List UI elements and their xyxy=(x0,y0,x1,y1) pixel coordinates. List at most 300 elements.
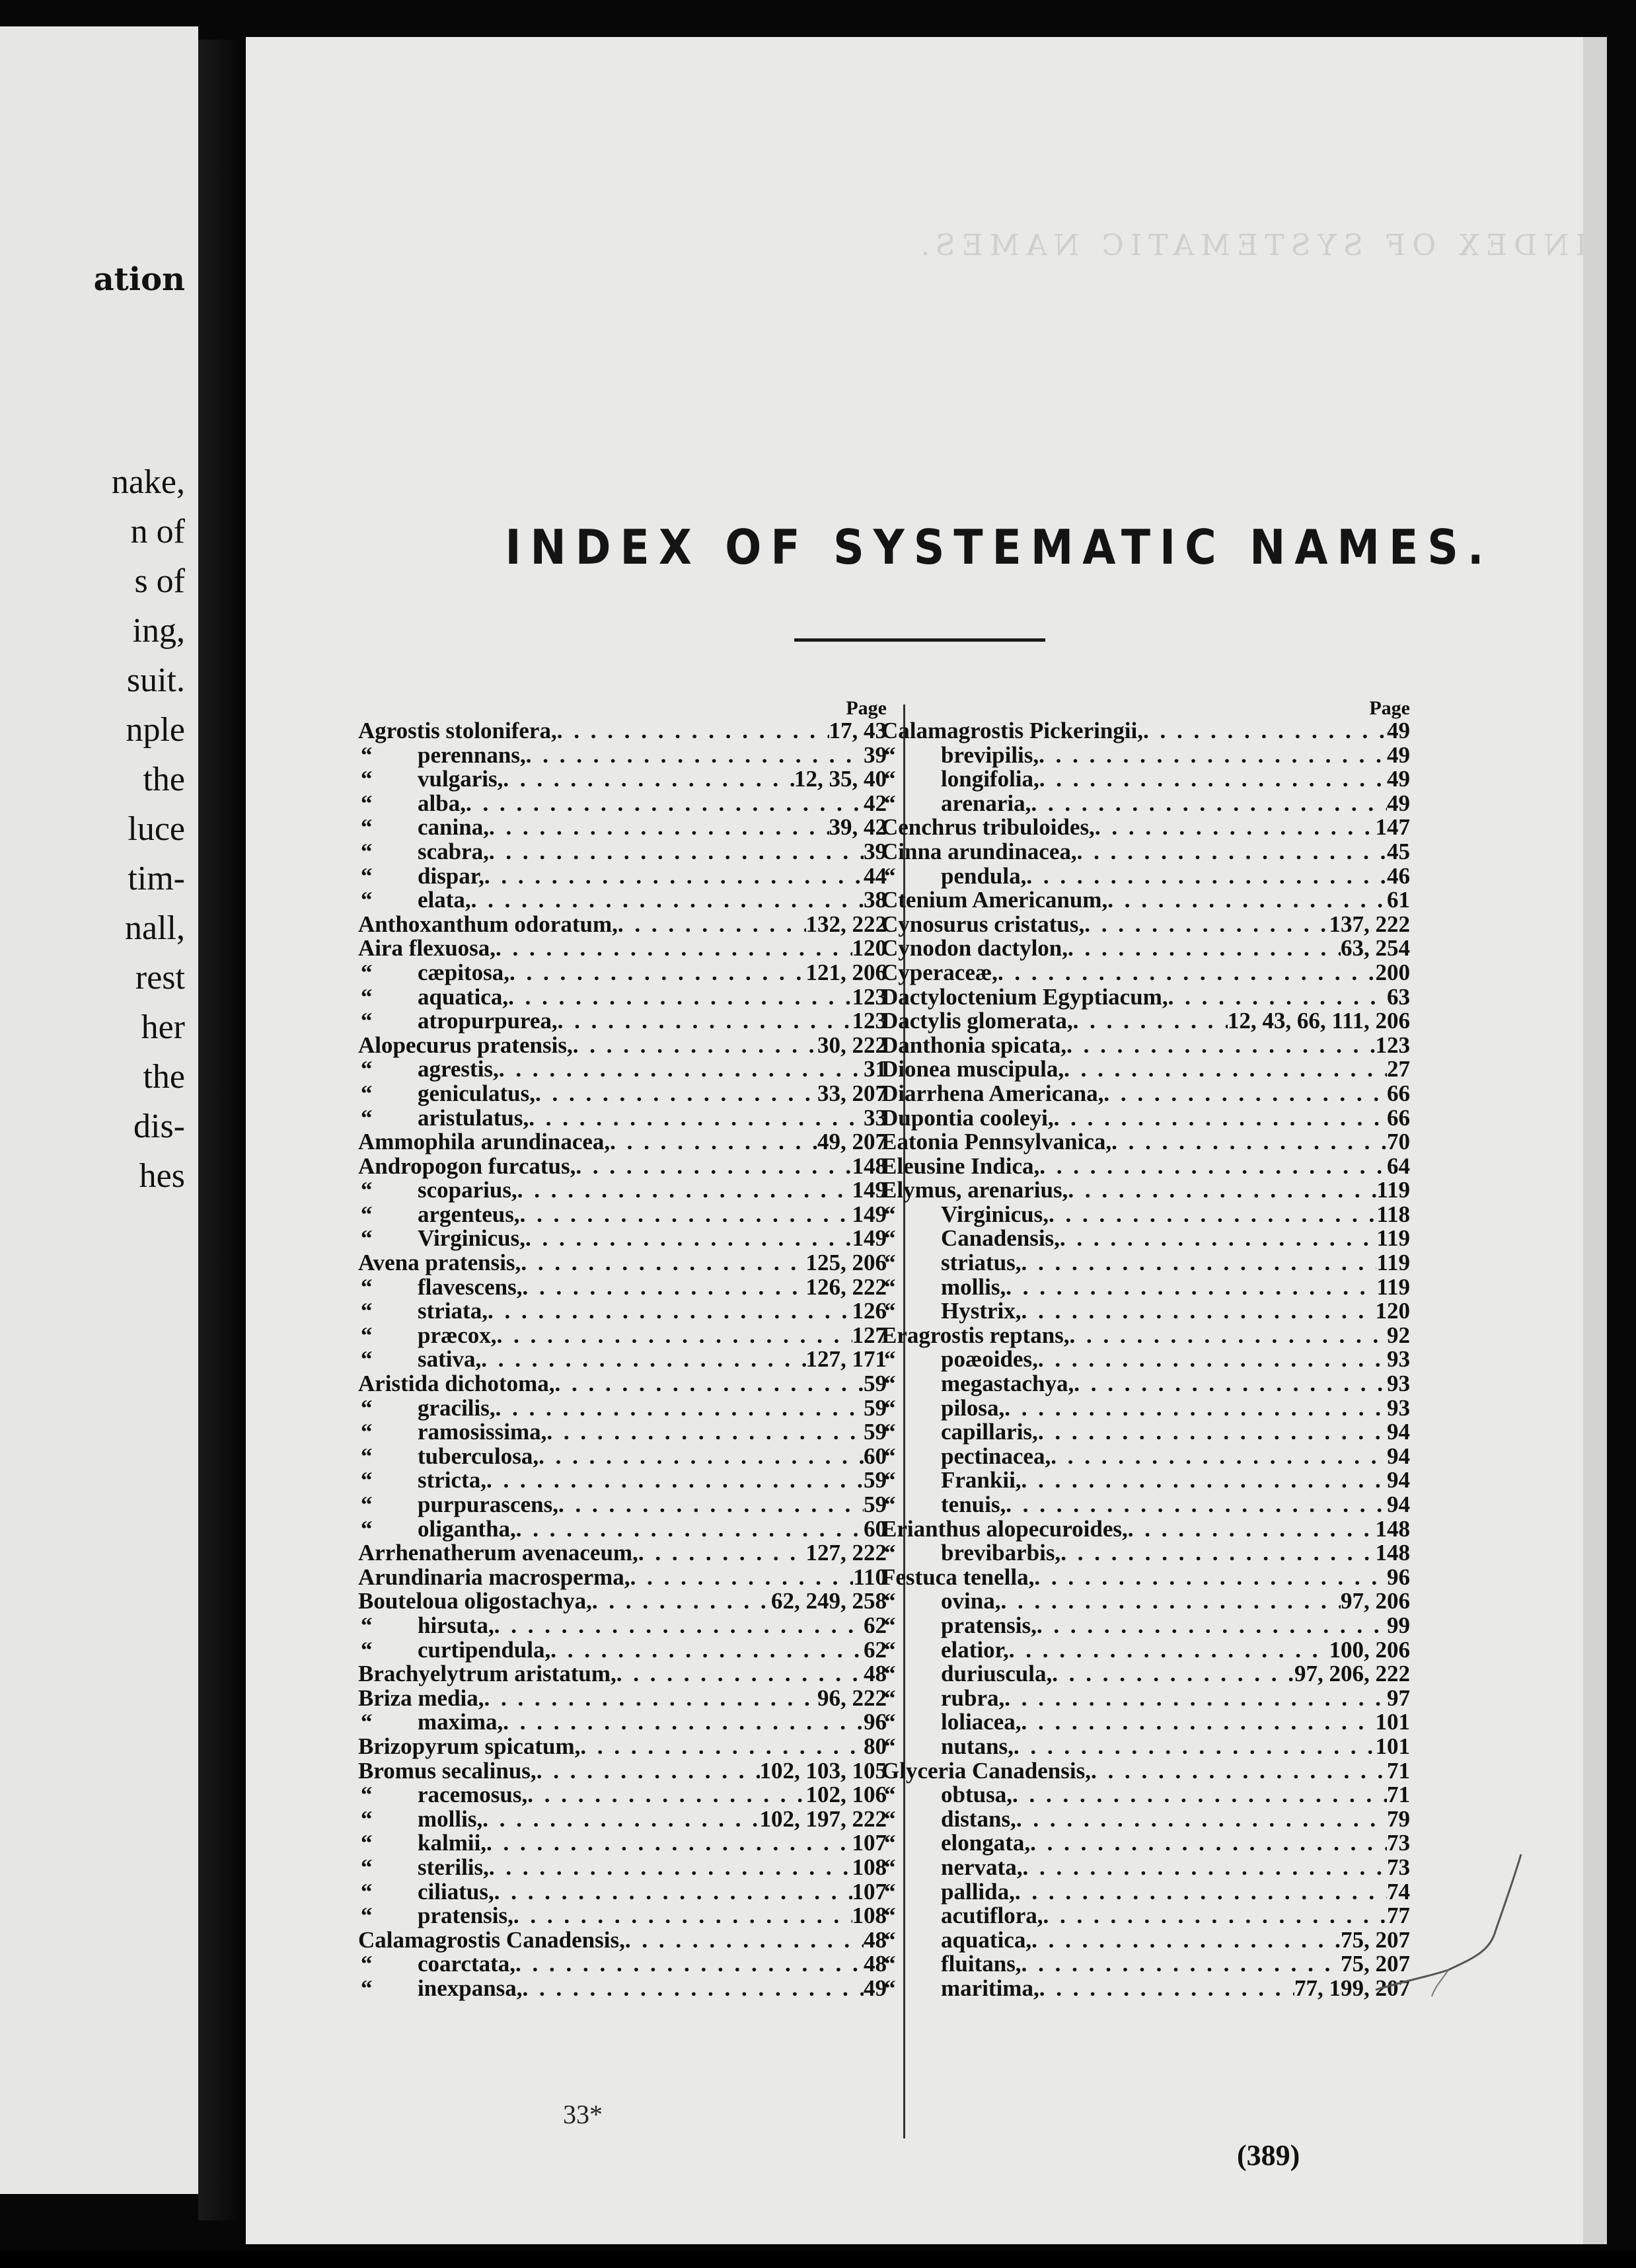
dot-leader xyxy=(508,985,852,1010)
entry-name: “ maxima, xyxy=(361,1709,503,1735)
index-entry xyxy=(881,1347,1410,1372)
dot-leader xyxy=(482,1807,759,1832)
entry-pages: 102, 106 xyxy=(805,1782,887,1808)
dot-leader xyxy=(998,961,1376,985)
dot-leader xyxy=(529,1106,864,1131)
dot-leader xyxy=(1014,1735,1376,1759)
ditto-mark: “ xyxy=(361,1298,373,1324)
index-entry xyxy=(881,1735,1410,1759)
ditto-mark: “ xyxy=(884,1709,896,1735)
facing-page-text: the xyxy=(143,761,185,798)
entry-pages: 127, 222 xyxy=(805,1540,887,1566)
entry-name: Cynodon dactylon, xyxy=(881,935,1068,962)
index-entry xyxy=(881,1952,1410,1977)
entry-pages: 49 xyxy=(1387,766,1410,792)
index-entry xyxy=(358,792,887,816)
index-entry xyxy=(358,815,887,840)
entry-pages: 74 xyxy=(1387,1878,1410,1905)
index-entry xyxy=(881,1614,1410,1638)
index-entry xyxy=(358,1396,887,1421)
entry-name: Calamagrostis Pickeringii, xyxy=(881,718,1143,743)
ditto-mark: “ xyxy=(884,1225,896,1252)
index-entry xyxy=(881,1856,1410,1880)
entry-pages: 93 xyxy=(1387,1346,1410,1373)
entry-name: Cenchrus tribuloides, xyxy=(881,814,1095,841)
index-entry xyxy=(358,1130,887,1154)
entry-name: “ megastachya, xyxy=(884,1371,1074,1397)
index-entry xyxy=(881,1468,1410,1493)
index-entry xyxy=(881,1783,1410,1807)
index-entry xyxy=(358,1541,887,1566)
entry-name: “ pratensis, xyxy=(361,1903,513,1929)
index-entry xyxy=(881,743,1410,768)
entry-name: Arundinaria macrosperma, xyxy=(358,1564,630,1590)
ditto-mark: “ xyxy=(361,1612,373,1638)
index-entry xyxy=(358,1735,887,1759)
entry-pages: 63 xyxy=(1387,983,1410,1010)
index-entry xyxy=(358,1710,887,1735)
entry-pages: 99 xyxy=(1387,1612,1410,1638)
entry-name: “ poæoides, xyxy=(884,1346,1038,1373)
dot-leader xyxy=(527,1783,805,1807)
entry-name: Erianthus alopecuroides, xyxy=(881,1515,1128,1542)
entry-name: “ agrestis, xyxy=(361,1056,499,1082)
dot-leader xyxy=(1006,1493,1387,1517)
dot-leader xyxy=(1111,1130,1387,1154)
index-entry xyxy=(358,1154,887,1179)
dot-leader xyxy=(550,1638,864,1663)
dot-leader xyxy=(616,1662,864,1686)
entry-name: “ fluitans, xyxy=(884,1951,1022,1977)
entry-name: “ aquatica, xyxy=(361,983,509,1010)
entry-name: “ brevipilis, xyxy=(884,741,1039,768)
dot-leader xyxy=(1039,1154,1387,1179)
dot-leader xyxy=(1009,1638,1329,1663)
dot-leader xyxy=(497,1324,852,1348)
entry-name: “ stricta, xyxy=(361,1467,486,1493)
dot-leader xyxy=(618,913,806,937)
entry-pages: 125, 206 xyxy=(805,1250,887,1276)
ditto-mark: “ xyxy=(361,1492,373,1517)
dot-leader xyxy=(1031,792,1387,816)
index-entry xyxy=(881,1807,1410,1832)
dot-leader xyxy=(522,1275,805,1300)
dot-leader xyxy=(576,1154,852,1179)
dot-leader xyxy=(526,743,864,768)
entry-pages: 12, 35, 40 xyxy=(794,766,887,792)
entry-pages: 123 xyxy=(852,983,887,1010)
entry-pages: 93 xyxy=(1387,1371,1410,1397)
book-gutter xyxy=(198,40,244,2220)
ditto-mark: “ xyxy=(361,838,373,864)
entry-pages: 59 xyxy=(864,1467,887,1493)
dot-leader xyxy=(1128,1517,1376,1542)
entry-name: “ Virginicus, xyxy=(884,1201,1049,1227)
dot-leader xyxy=(1060,1227,1377,1251)
dot-leader xyxy=(1039,743,1387,768)
page-number: (389) xyxy=(1237,2139,1300,2172)
entry-pages: 39 xyxy=(864,741,887,768)
entry-pages: 45 xyxy=(1387,838,1410,864)
entry-pages: 93 xyxy=(1387,1394,1410,1421)
index-entry xyxy=(358,1589,887,1614)
dot-leader xyxy=(1016,1807,1387,1832)
dot-leader xyxy=(496,1396,864,1421)
entry-pages: 77, 199, 207 xyxy=(1294,1975,1410,2001)
entry-name: “ rubra, xyxy=(884,1684,1005,1711)
dot-leader xyxy=(1037,1614,1387,1638)
dot-leader xyxy=(610,1130,817,1154)
entry-pages: 27 xyxy=(1387,1056,1410,1082)
ditto-mark: “ xyxy=(361,1515,373,1542)
dot-leader xyxy=(520,1203,852,1227)
dot-leader xyxy=(499,1057,864,1082)
entry-name: Eleusine Indica, xyxy=(881,1153,1040,1179)
ditto-mark: “ xyxy=(361,1273,373,1300)
entry-name: “ nutans, xyxy=(884,1733,1014,1759)
entry-pages: 66 xyxy=(1387,1104,1410,1131)
index-entry xyxy=(358,1904,887,1928)
entry-name: “ pilosa, xyxy=(884,1394,1005,1421)
facing-page-text: her xyxy=(141,1008,185,1046)
entry-name: Diarrhena Americana, xyxy=(881,1080,1104,1106)
index-entry xyxy=(881,1589,1410,1614)
entry-name: “ perennans, xyxy=(361,741,526,768)
entry-name: “ oligantha, xyxy=(361,1515,516,1542)
index-entry xyxy=(358,1178,887,1203)
entry-name: “ Frankii, xyxy=(884,1467,1022,1493)
entry-pages: 96, 222 xyxy=(817,1684,887,1711)
index-entry xyxy=(358,1275,887,1300)
dot-leader xyxy=(1038,1420,1387,1445)
entry-pages: 102, 197, 222 xyxy=(759,1805,887,1832)
index-entry xyxy=(881,1831,1410,1856)
entry-pages: 49 xyxy=(1387,790,1410,816)
entry-pages: 75, 207 xyxy=(1341,1926,1410,1953)
entry-pages: 132, 222 xyxy=(805,911,887,937)
entry-pages: 94 xyxy=(1387,1443,1410,1469)
ditto-mark: “ xyxy=(361,1104,373,1131)
index-entry xyxy=(881,1178,1410,1203)
dot-leader xyxy=(489,1856,852,1880)
entry-pages: 48 xyxy=(864,1661,887,1687)
index-entry xyxy=(881,1324,1410,1348)
entry-name: “ atropurpurea, xyxy=(361,1008,558,1034)
index-entry xyxy=(358,840,887,864)
dot-leader xyxy=(496,936,852,961)
ditto-mark: “ xyxy=(884,1903,896,1929)
dot-leader xyxy=(625,1928,864,1953)
dot-leader xyxy=(535,1082,817,1106)
dot-leader xyxy=(484,864,864,889)
index-entry xyxy=(881,1493,1410,1517)
page-column-label: Page xyxy=(846,697,887,719)
index-entry xyxy=(881,1227,1410,1251)
entry-pages: 149 xyxy=(852,1201,887,1227)
ditto-mark: “ xyxy=(361,1854,373,1880)
entry-pages: 77 xyxy=(1387,1903,1410,1929)
dot-leader xyxy=(1022,1251,1377,1275)
entry-name: “ tuberculosa, xyxy=(361,1443,539,1469)
dot-leader xyxy=(521,1251,805,1275)
entry-name: “ argenteus, xyxy=(361,1201,520,1227)
index-entry xyxy=(358,1977,887,2001)
index-entry xyxy=(881,1566,1410,1590)
entry-pages: 63, 254 xyxy=(1341,935,1410,962)
dot-leader xyxy=(1068,936,1341,961)
index-entry xyxy=(358,1034,887,1058)
entry-name: “ aristulatus, xyxy=(361,1104,529,1131)
index-entry xyxy=(881,1203,1410,1227)
ditto-mark: “ xyxy=(884,1492,896,1517)
signature-mark: 33* xyxy=(563,2099,603,2129)
entry-pages: 119 xyxy=(1376,1273,1410,1300)
ditto-mark: “ xyxy=(361,1878,373,1905)
entry-pages: 148 xyxy=(1375,1540,1410,1566)
entry-name: “ duriuscula, xyxy=(884,1661,1053,1687)
dot-leader xyxy=(1143,719,1387,743)
dot-leader xyxy=(488,1299,852,1324)
entry-name: Cyperaceæ, xyxy=(881,959,998,985)
scan-border xyxy=(0,2251,1636,2268)
entry-name: Alopecurus pratensis, xyxy=(358,1032,573,1058)
index-entry xyxy=(881,1904,1410,1928)
ditto-mark: “ xyxy=(361,887,373,913)
entry-pages: 71 xyxy=(1387,1782,1410,1808)
ditto-mark: “ xyxy=(884,1346,896,1373)
entry-name: “ geniculatus, xyxy=(361,1080,535,1106)
ditto-mark: “ xyxy=(884,1636,896,1663)
entry-pages: 97, 206 xyxy=(1341,1588,1410,1614)
index-entry xyxy=(881,792,1410,816)
ditto-mark: “ xyxy=(884,1371,896,1397)
index-entry xyxy=(881,1420,1410,1445)
dot-leader xyxy=(1022,1856,1387,1880)
entry-pages: 126, 222 xyxy=(805,1273,887,1300)
index-entry xyxy=(358,743,887,768)
entry-name: Brachyelytrum aristatum, xyxy=(358,1661,616,1687)
index-entry xyxy=(881,767,1410,792)
index-entry xyxy=(881,1275,1410,1300)
facing-page-text: nple xyxy=(126,711,185,749)
ditto-mark: “ xyxy=(884,1540,896,1566)
ditto-mark: “ xyxy=(884,766,896,792)
ditto-mark: “ xyxy=(884,1878,896,1905)
dot-leader xyxy=(1084,913,1329,937)
ditto-mark: “ xyxy=(884,1250,896,1276)
dot-leader xyxy=(1095,815,1376,840)
ditto-mark: “ xyxy=(361,1805,373,1832)
dot-leader xyxy=(484,1686,817,1711)
index-entry xyxy=(358,1106,887,1131)
index-entry xyxy=(881,936,1410,961)
dot-leader xyxy=(1064,1057,1387,1082)
entry-name: “ elatior, xyxy=(884,1636,1009,1663)
entry-name: “ kalmii, xyxy=(361,1830,487,1856)
facing-page-text: s of xyxy=(134,562,185,600)
entry-name: Dactylis glomerata, xyxy=(881,1008,1073,1034)
ditto-mark: “ xyxy=(884,1854,896,1880)
index-entry xyxy=(358,1831,887,1856)
ditto-mark: “ xyxy=(361,1201,373,1227)
dot-leader xyxy=(489,815,829,840)
entry-name: “ hirsuta, xyxy=(361,1612,494,1638)
index-entry xyxy=(358,1468,887,1493)
entry-pages: 49 xyxy=(1387,718,1410,743)
entry-name: “ præcox, xyxy=(361,1322,497,1348)
entry-pages: 33, 207 xyxy=(817,1080,887,1106)
facing-page-text: nall, xyxy=(125,909,185,947)
entry-pages: 127, 171 xyxy=(805,1346,887,1373)
dot-leader xyxy=(638,1541,806,1566)
entry-name: “ pallida, xyxy=(884,1878,1015,1905)
ditto-mark: “ xyxy=(884,1467,896,1493)
index-entry xyxy=(358,1227,887,1251)
entry-pages: 110 xyxy=(853,1564,887,1590)
entry-pages: 44 xyxy=(864,862,887,889)
entry-pages: 59 xyxy=(864,1492,887,1517)
index-entry xyxy=(358,767,887,792)
entry-name: “ inexpansa, xyxy=(361,1975,523,2001)
index-entry xyxy=(881,1977,1410,2001)
dot-leader xyxy=(1022,1952,1341,1977)
index-entry xyxy=(358,1009,887,1034)
entry-pages: 60 xyxy=(864,1443,887,1469)
dot-leader xyxy=(537,1759,760,1784)
entry-pages: 126 xyxy=(852,1298,887,1324)
entry-name: “ brevibarbis, xyxy=(884,1540,1061,1566)
entry-pages: 96 xyxy=(1387,1564,1410,1590)
entry-name: Bromus secalinus, xyxy=(358,1757,537,1784)
dot-leader xyxy=(1051,1445,1387,1469)
dot-leader xyxy=(1103,1082,1387,1106)
paper-tear-mark xyxy=(1369,1848,1528,2000)
entry-name: Bouteloua oligostachya, xyxy=(358,1588,592,1614)
index-entry xyxy=(358,1614,887,1638)
index-entry xyxy=(358,913,887,937)
dot-leader xyxy=(1039,767,1387,792)
entry-name: Cynosurus cristatus, xyxy=(881,911,1085,937)
entry-name: “ tenuis, xyxy=(884,1492,1006,1517)
index-entry xyxy=(881,1686,1410,1711)
ditto-mark: “ xyxy=(884,741,896,768)
ditto-mark: “ xyxy=(361,1830,373,1856)
index-entry xyxy=(358,1783,887,1807)
entry-pages: 107 xyxy=(852,1830,887,1856)
dot-leader xyxy=(1070,1324,1387,1348)
entry-name: “ capillaris, xyxy=(884,1419,1038,1445)
index-entry xyxy=(358,1566,887,1590)
entry-name: “ pectinacea, xyxy=(884,1443,1051,1469)
facing-page-text: dis- xyxy=(133,1108,185,1145)
index-entry xyxy=(881,1372,1410,1396)
entry-name: “ elongata, xyxy=(884,1830,1031,1856)
entry-pages: 46 xyxy=(1387,862,1410,889)
entry-pages: 62 xyxy=(864,1612,887,1638)
entry-pages: 96 xyxy=(864,1709,887,1735)
ditto-mark: “ xyxy=(361,1008,373,1034)
facing-page-text: ation xyxy=(93,261,185,298)
entry-name: Avena pratensis, xyxy=(358,1250,521,1276)
index-entry xyxy=(358,1928,887,1953)
dot-leader xyxy=(1068,1178,1376,1203)
facing-page-text: n of xyxy=(130,513,185,550)
index-entry xyxy=(358,864,887,889)
index-entry xyxy=(358,1251,887,1275)
ditto-mark: “ xyxy=(884,1805,896,1832)
dot-leader xyxy=(1049,1203,1376,1227)
dot-leader xyxy=(1074,1372,1387,1396)
ditto-mark: “ xyxy=(884,1661,896,1687)
facing-page-text: ing, xyxy=(132,612,185,650)
entry-pages: 94 xyxy=(1387,1467,1410,1493)
entry-pages: 127 xyxy=(852,1322,887,1348)
entry-name: Danthonia spicata, xyxy=(881,1032,1067,1058)
ditto-mark: “ xyxy=(361,1975,373,2001)
index-entry xyxy=(881,913,1410,937)
entry-name: Aristida dichotoma, xyxy=(358,1371,555,1397)
entry-pages: 73 xyxy=(1387,1854,1410,1880)
index-entry xyxy=(881,1638,1410,1663)
entry-name: “ scoparius, xyxy=(361,1177,517,1203)
index-entry xyxy=(881,1396,1410,1421)
index-entry xyxy=(358,1759,887,1784)
entry-name: “ nervata, xyxy=(884,1854,1023,1880)
entry-pages: 49 xyxy=(864,1975,887,2001)
entry-name: “ distans, xyxy=(884,1805,1016,1832)
facing-page-text: the xyxy=(143,1058,185,1096)
entry-name: Eragrostis reptans, xyxy=(881,1322,1070,1348)
entry-name: “ canina, xyxy=(361,814,489,841)
entry-pages: 123 xyxy=(852,1008,887,1034)
index-entry xyxy=(881,1541,1410,1566)
entry-pages: 33 xyxy=(864,1104,887,1131)
ditto-mark: “ xyxy=(361,1225,373,1252)
index-entry xyxy=(881,1759,1410,1784)
entry-pages: 119 xyxy=(1376,1225,1410,1252)
ditto-mark: “ xyxy=(361,1177,373,1203)
dot-leader xyxy=(1077,840,1387,864)
entry-pages: 49 xyxy=(1387,741,1410,768)
entry-name: Andropogon furcatus, xyxy=(358,1153,576,1179)
entry-name: “ cæpitosa, xyxy=(361,959,510,985)
index-entry xyxy=(881,961,1410,985)
index-entries-right xyxy=(881,719,1410,2000)
entry-pages: 79 xyxy=(1387,1805,1410,1832)
dot-leader xyxy=(546,1420,864,1445)
ditto-mark: “ xyxy=(361,766,373,792)
entry-pages: 102, 103, 105 xyxy=(759,1757,887,1784)
ditto-mark: “ xyxy=(884,1975,896,2001)
index-entry xyxy=(881,1251,1410,1275)
entry-pages: 30, 222 xyxy=(817,1032,887,1058)
index-entry xyxy=(881,985,1410,1010)
dot-leader xyxy=(1031,1928,1341,1953)
ditto-mark: “ xyxy=(361,1951,373,1977)
entry-name: Ammophila arundinacea, xyxy=(358,1129,611,1155)
entry-pages: 149 xyxy=(852,1225,887,1252)
index-entry xyxy=(881,1009,1410,1034)
index-entry xyxy=(358,1082,887,1106)
entry-name: Cinna arundinacea, xyxy=(881,838,1077,864)
dot-leader xyxy=(1030,1831,1387,1856)
index-entry xyxy=(358,1686,887,1711)
entry-pages: 120 xyxy=(852,935,887,962)
entry-name: “ elata, xyxy=(361,887,471,913)
ditto-mark: “ xyxy=(361,814,373,841)
index-entry xyxy=(881,1082,1410,1106)
dot-leader xyxy=(515,1952,864,1977)
